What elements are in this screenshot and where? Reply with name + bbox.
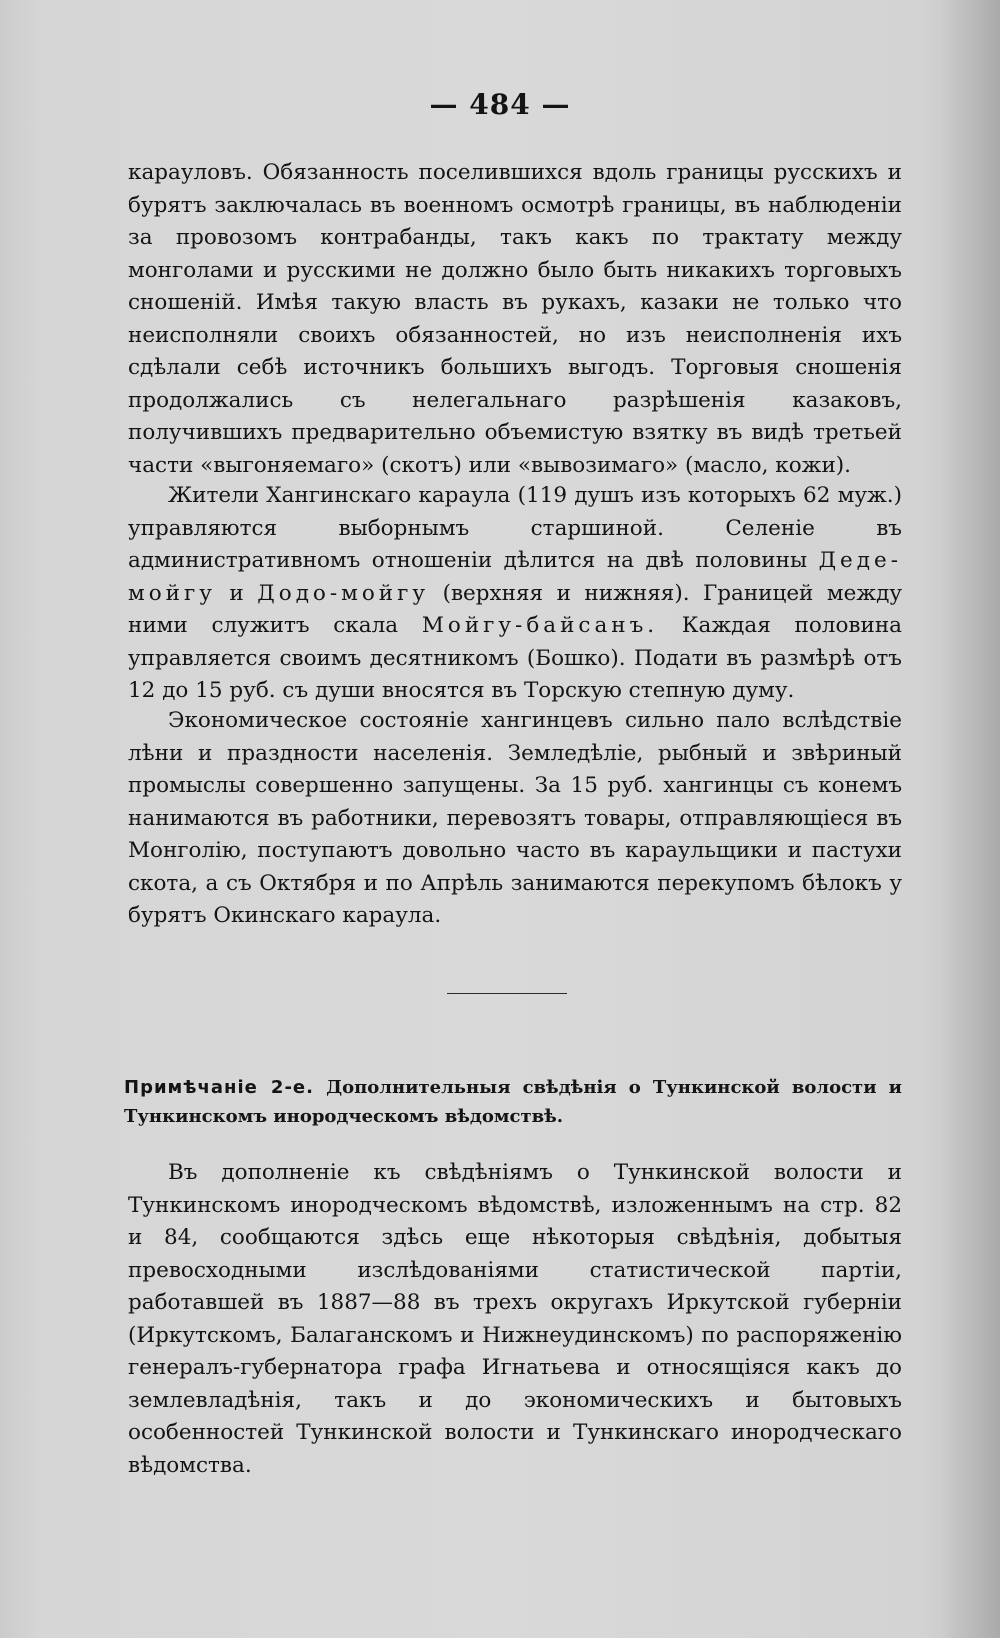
paragraph-1 [128,157,902,482]
paragraph-3 [128,705,902,933]
paragraph-2 [128,480,902,708]
place-name-moigu-baisan: Мойгу-байсанъ. [421,613,659,638]
paragraph-4 [128,1157,902,1482]
place-name-dodo-moigu: Додо-мойгу [257,580,430,606]
section-divider [447,993,567,994]
paragraph-2-part-a: Жители Хангинскаго караула (119 душъ изъ которыхъ 62 муж.) управляются выборнымъ старшиной. Селеніе въ административномъ отношеніи дѣлится на двѣ половины [128,483,902,573]
place-name-dede-moigu: Деде-мойгу [128,548,903,606]
paragraph-3-text: Экономическое состояніе хангинцевъ сильно пало вслѣдствіе лѣни и праздности населенія. Земледѣліе, рыбный и звѣриный промыслы совершенно запущены. За 15 руб. хангинцы съ конемъ нанимаются въ работники, перевозятъ товары, отправляющіеся въ Монголію, поступаютъ довольно часто въ караульщики и пастухи скота, а съ Октября и по Апрѣль занимаются перекупомъ бѣлокъ у бурятъ Окинскаго караула. [128,708,902,928]
note-label: Примѣчаніе 2-е. [124,1077,314,1098]
page-number: — 484 — [429,88,571,121]
paragraph-1-text: карауловъ. Обязанность поселившихся вдоль границы русскихъ и бурятъ заключалась въ военномъ осмотрѣ границы, въ наблюденіи за провозомъ контрабанды, такъ какъ по трактату между монголами и русскими не должно было быть никакихъ торговыхъ сношеній. Имѣя такую власть въ рукахъ, казаки не только что неисполняли своихъ обязанностей, но изъ неисполненія ихъ сдѣлали себѣ источникъ большихъ выгодъ. Торговыя сношенія продолжались съ нелегальнаго разрѣшенія казаковъ, получившихъ предварительно объемистую взятку въ видѣ третьей части «выгоняемаго» (скотъ) или «вывозимаго» (масло, кожи). [128,160,902,478]
paragraph-4-text: Въ дополненіе къ свѣдѣніямъ о Тункинской волости и Тункинскомъ инородческомъ вѣдомствѣ, изложеннымъ на стр. 82 и 84, сообщаются здѣсь еще нѣкоторыя свѣдѣнія, добытыя превосходными изслѣдованіями статистической партіи, работавшей въ 1887—88 въ трехъ округахъ Иркутской губерніи (Иркутскомъ, Балаганскомъ и Нижнеудинскомъ) по распоряженію генералъ-губернатора графа Игнатьева и относящіяся какъ до землевладѣнія, такъ и до экономическихъ и бытовыхъ особенностей Тункинской волости и Тункинскаго инородческаго вѣдомства. [128,1160,902,1478]
note-title: Дополнительныя свѣдѣнія о Тункинской волости и Тункинскомъ инородческомъ вѣдомствѣ. [124,1077,902,1127]
paragraph-2-part-b: (верхняя и нижняя). Границей между ними служитъ скала [128,580,902,638]
paragraph-2-text [128,480,902,708]
paragraph-2-part-c: Каждая половина управляется своимъ десятникомъ (Бошко). Подати въ размѣрѣ отъ 12 до 15 руб. съ души вносятся въ Торскую степную думу. [128,613,902,703]
conjunction: и [229,580,244,606]
note-heading [124,1073,902,1131]
page-edge-shadow [940,0,1000,1638]
